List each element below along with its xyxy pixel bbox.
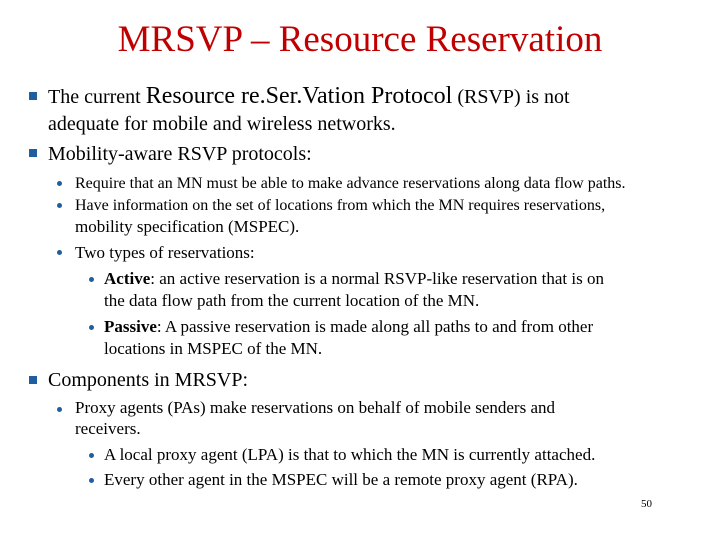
term-active: Active — [104, 269, 151, 288]
dot-bullet-icon — [57, 250, 62, 255]
text-passive: : A passive reservation is made along all paths to and from other — [156, 317, 594, 336]
square-bullet-icon — [29, 149, 37, 157]
sub-advance-reservations: Require that an MN must be able to make advance reservations along data flow paths. — [75, 175, 626, 192]
page-number: 50 — [641, 498, 652, 510]
dot-bullet-icon — [57, 181, 62, 186]
square-bullet-icon — [29, 376, 37, 384]
sub-location-info-cont: mobility specification (MSPEC). — [75, 217, 300, 236]
bullet-mobility-aware: Mobility-aware RSVP protocols: — [48, 143, 312, 165]
bullet-rsvp-line — [48, 83, 570, 111]
sub-passive-reservation-cont: locations in MSPEC of the MN. — [104, 339, 323, 358]
dot-bullet-icon — [57, 203, 62, 208]
sub-active-reservation — [104, 268, 604, 289]
dot-bullet-icon — [89, 325, 94, 330]
bullet-rsvp-post: (RSVP) is not — [452, 86, 570, 108]
sub-proxy-agents: Proxy agents (PAs) make reservations on behalf of mobile senders and — [75, 398, 555, 417]
sub-passive-reservation — [104, 316, 593, 337]
text-active: : an active reservation is a normal RSVP-like reservation that is on — [150, 269, 604, 288]
sub-remote-proxy-agent: Every other agent in the MSPEC will be a remote proxy agent (RPA). — [104, 470, 578, 489]
bullet-rsvp-pre: The current — [48, 86, 146, 108]
square-bullet-icon — [29, 92, 37, 100]
sub-location-info: Have information on the set of locations from which the MN requires reservations, — [75, 197, 606, 214]
sub-active-reservation-cont: the data flow path from the current location of the MN. — [104, 291, 480, 310]
slide-title: MRSVP – Resource Reservation — [117, 19, 603, 60]
sub-local-proxy-agent: A local proxy agent (LPA) is that to which the MN is currently attached. — [104, 445, 596, 464]
bullet-rsvp-emph: Resource re.Ser.Vation Protocol — [145, 83, 453, 109]
dot-bullet-icon — [89, 277, 94, 282]
sub-two-types: Two types of reservations: — [75, 243, 255, 262]
sub-proxy-agents-cont: receivers. — [75, 419, 141, 438]
dot-bullet-icon — [57, 407, 62, 412]
bullet-rsvp-cont: adequate for mobile and wireless networks. — [48, 113, 396, 135]
dot-bullet-icon — [89, 478, 94, 483]
bullet-components: Components in MRSVP: — [48, 369, 249, 391]
term-passive: Passive — [104, 317, 157, 336]
dot-bullet-icon — [89, 453, 94, 458]
